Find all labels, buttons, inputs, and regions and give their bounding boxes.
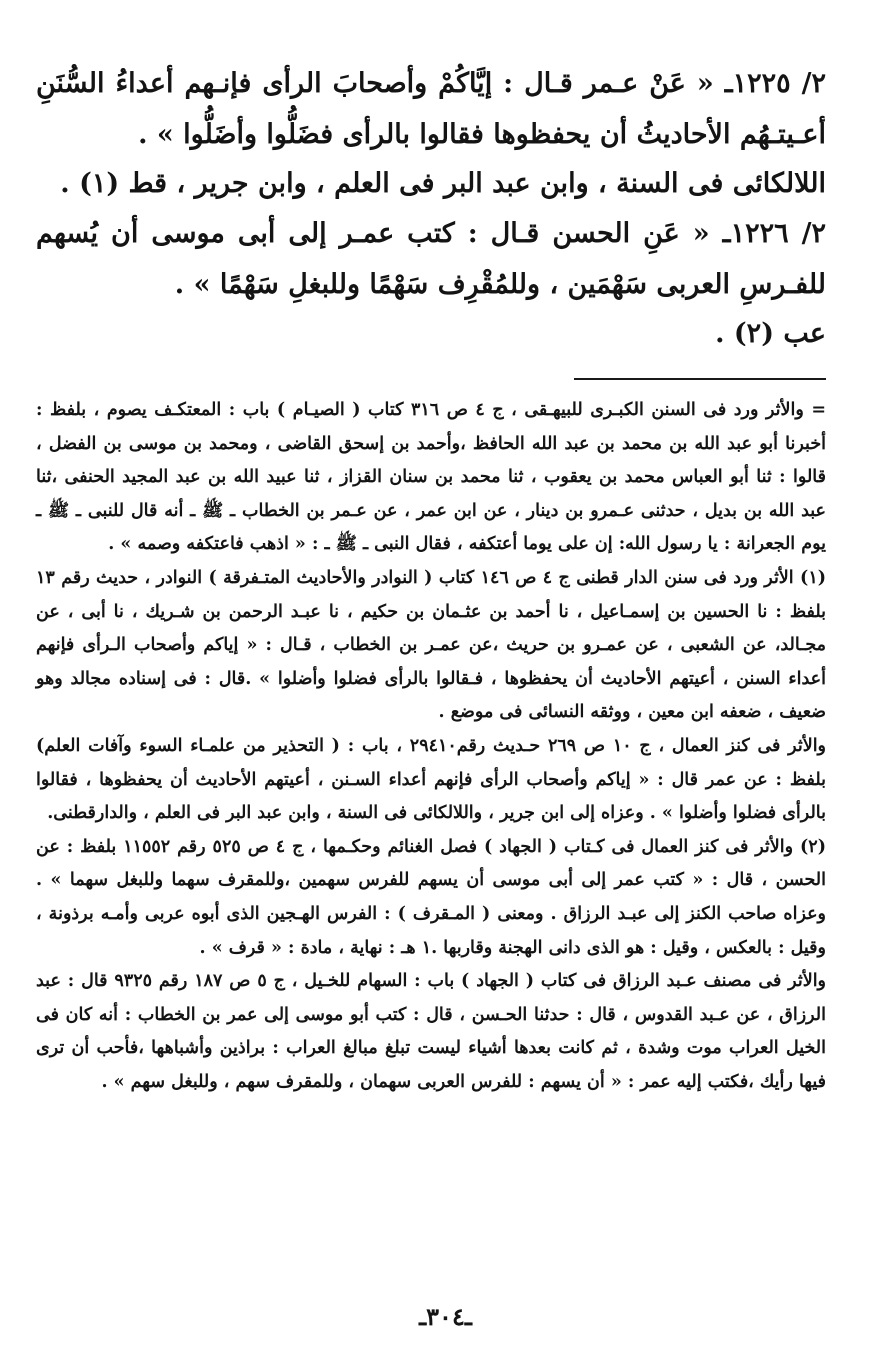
page-number: ـ٣٠٤ـ [419,1302,472,1331]
hadith-1226-sources: عب (٢) . [715,318,826,349]
main-text [36,58,826,358]
page-content [36,58,826,1099]
footnote-2: (٢) والأثر فى كنز العمال فى كـتاب ( الجهاد ) فصل الغنائم وحكـمها ، ج ٤ ص ٥٢٥ رقم ١١٥٥٢ بلفظ : عن الحسن ، قال : « كتب عمر إلى أبى موسى أن يسهم للفرس سهمين ،وللمقرف سهما وللبغل سهما » . وعزاه صاحب الكنز إلى عبـد الرزاق . ومعنى ( المـقرف ) : الفرس الهـجين الذى أبوه عربى وأمـه برذونة ، وقيل : بالعكس ، وقيل : هو الذى دانى الهجنة وقاربها .١ هـ : نهاية ، مادة : « قرف » . [36,836,826,958]
footnote-continuation: = والأثر ورد فى السنن الكبـرى للبيهـقى ، ج ٤ ص ٣١٦ كتاب ( الصيـام ) باب : المعتكـف يصوم ، بلفظ : أخبرنا أبو عبد الله بن محمد بن عبد الله الحافظ ،وأحمد بن إسحق القاضى ، ومحمد بن موسى بن الفضل ، قالوا : ثنا أبو العباس محمد بن يعقوب ، ثنا محمد بن سنان القزاز ، ثنا عبيد الله بن عبد المجيد الحنفى ،ثنا عبد الله بن بديل ، حدثنى عـمرو بن دينار ، عن ابن عمر ، عن عـمر بن الخطاب ـ ﷺ ـ أنه قال للنبى ـ ﷺ ـ يوم الجعرانة : يا رسول الله: إن على يوما أعتكفه ، فقال النبى ـ ﷺ ـ : « اذهب فاعتكفه وصمه » . [36,400,826,555]
footnote-divider [574,378,826,380]
footnote-1-kanz: والأثر فى كنز العمال ، ج ١٠ ص ٢٦٩ حـديث رقم٢٩٤١٠ ، باب : ( التحذير من علمـاء السوء وآفات العلم) بلفظ : عن عمر قال : « إياكم وأصحاب الرأى فإنهم أعداء السـنن ، أعيتهم الأحاديث أن يحفظوها ، فقالوا بالرأى فضلوا وأضلوا » . وعزاه إلى ابن جرير ، واللالكائى فى السنة ، وابن عبد البر فى العلم ، والدارقطنى. [36,735,827,824]
hadith-1226: ٢/ ١٢٢٦ـ « عَنِ الحسن قـال : كتب عمـر إلى أبى موسى أن يُسهم للفـرسِ العربى سَهْمَين ، وللمُقْرِف سَهْمًا وللبغلِ سَهْمًا » . [36,218,826,300]
hadith-1225-sources: اللالكائى فى السنة ، وابن عبد البر فى العلم ، وابن جرير ، قط (١) . [60,168,826,199]
footnote-2-musannaf: والأثر فى مصنف عـبد الرزاق فى كتاب ( الجهاد ) باب : السهام للخـيل ، ج ٥ ص ١٨٧ رقم ٩٣٢٥ قال : عبد الرزاق ، عن عـبد القدوس ، قال : حدثنا الحـسن ، قال : كتب أبو موسى إلى عمر بن الخطاب : أنه كان فى الخيل العراب موت وشدة ، ثم كانت بعدها أشياء ليست تبلغ مبالغ العراب : براذين وأشباهها ،فأحب أن ترى فيها رأيك ،فكتب إليه عمر : « أن يسهم : للفرس العربى سهمان ، وللمقرف سهم ، وللبغل سهم » . [36,971,827,1092]
footnotes [36,394,826,1099]
hadith-1225: ٢/ ١٢٢٥ـ « عَنْ عـمر قـال : إيَّاكُمْ وأصحابَ الرأى فإنـهم أعداءُ السُّنَنِ أعـيتـهُم الأحاديثُ أن يحفظوها فقالوا بالرأى فضَلُّوا وأضَلُّوا » . [36,68,827,150]
footnote-1: (١) الأثر ورد فى سنن الدار قطنى ج ٤ ص ١٤٦ كتاب ( النوادر والأحاديث المتـفرقة ) النوادر ، حديث رقم ١٣ بلفظ : نا الحسين بن إسمـاعيل ، نا أحمد بن عثـمان بن حكيم ، نا عبـد الرحمن بن شـريك ، نا أبى ، عن مجـالد، عن الشعبى ، عن عمـرو بن حريث ،عن عمـر بن الخطاب ، قـال : « إياكم وأصحاب الـرأى فإنهم أعداء السنن ، أعيتهم الأحاديث أن يحفظوها ، فـقالوا بالرأى فضلوا وأضلوا » .قال : فى إسناده مجالد وهو ضعيف ، ضعفه ابن معين ، ووثقه النسائى فى موضع . [36,567,826,723]
